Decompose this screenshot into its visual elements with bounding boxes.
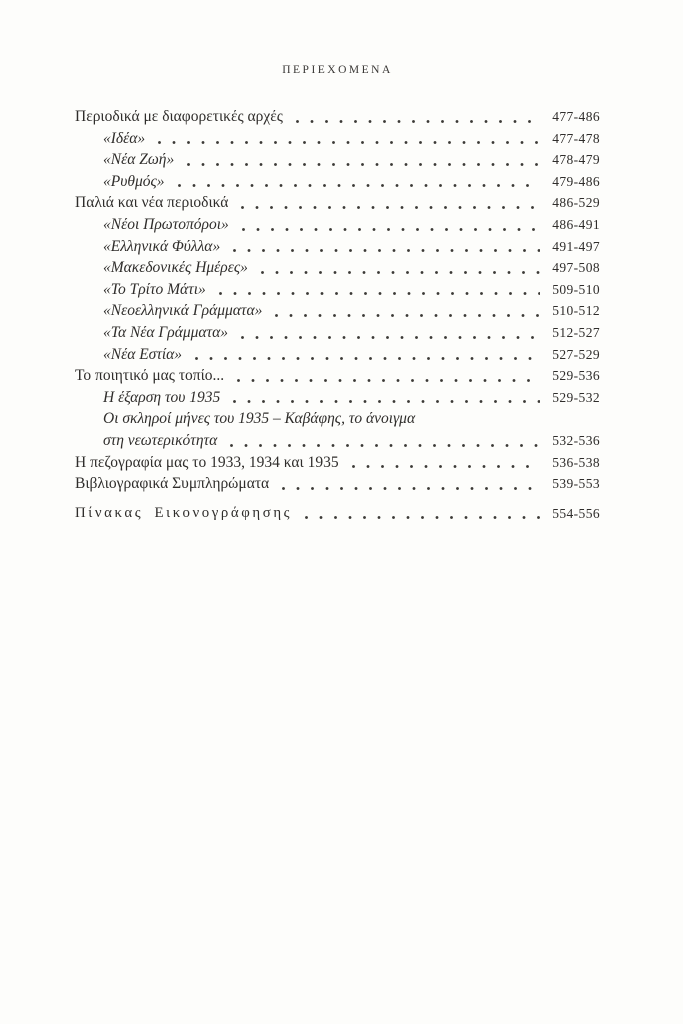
toc-entry-pages: 486-529 [552,195,600,211]
toc-entry-pages: 529-532 [552,389,600,405]
dot-leader [195,357,540,360]
toc-entry-label: «Ιδέα» [103,129,146,147]
toc-entry-pages: 554-556 [552,505,600,521]
toc-row [75,408,600,430]
toc-entry-pages: 536-538 [552,454,600,470]
toc-entry-label: Η πεζογραφία μας το 1933, 1934 και 1935 [75,453,339,471]
dot-leader [219,292,540,295]
toc-row [75,452,600,474]
toc-row [75,128,600,150]
dot-leader [178,184,540,187]
toc-entry-pages: 509-510 [552,281,600,297]
dot-leader [158,141,540,144]
toc-entry-pages: 527-529 [552,346,600,362]
toc-entry-label: «Το Τρίτο Μάτι» [103,280,206,298]
toc-entry-label: «Ελληνικά Φύλλα» [103,237,221,255]
toc-entry-pages: 532-536 [552,432,600,448]
toc-entry-label: Παλιά και νέα περιοδικά [75,194,229,212]
toc-entry-pages: 479-486 [552,173,600,189]
toc-entry-label: «Μακεδονικές Ημέρες» [103,259,248,277]
dot-leader [187,163,540,166]
toc-entry-label: «Νέα Εστία» [103,345,183,363]
toc-entry-pages: 529-536 [552,368,600,384]
toc-entry-label: «Ρυθμός» [103,172,165,190]
toc-entry-label: Η έξαρση του 1935 [103,388,221,406]
dot-leader [305,516,540,519]
dot-leader [242,228,540,231]
toc-row [75,344,600,366]
dot-leader [296,120,540,123]
toc-entry-label: Το ποιητικό μας τοπίο... [75,367,225,385]
toc-entry-label: Πίνακας Εικονογράφησης [75,504,293,521]
toc-row [75,365,600,387]
dot-leader [261,271,540,274]
toc-entry-label: στη νεωτερικότητα [103,431,218,449]
toc-row [75,171,600,193]
toc-entry-label: «Νέοι Πρωτοπόροι» [103,215,229,233]
dot-leader [282,487,540,490]
toc-row [75,473,600,495]
toc-entry-pages: 491-497 [552,238,600,254]
toc-entry-pages: 486-491 [552,216,600,232]
dot-leader [233,249,540,252]
toc-row [75,279,600,301]
dot-leader [241,206,540,209]
toc-entry-pages: 510-512 [552,303,600,319]
toc-row [75,503,600,525]
toc-row [75,430,600,452]
toc-entry-label: «Νεοελληνικά Γράμματα» [103,302,263,320]
toc-row [75,149,600,171]
dot-leader [241,336,540,339]
toc-entry-pages: 512-527 [552,324,600,340]
dot-leader [352,465,540,468]
toc-row [75,214,600,236]
toc-entry-label: Περιοδικά με διαφορετικές αρχές [75,108,283,125]
toc-row [75,257,600,279]
dot-leader [237,379,540,382]
toc-entry-pages: 478-479 [552,152,600,168]
toc-row [75,300,600,322]
toc-row [75,236,600,258]
dot-leader [275,314,540,317]
toc-entry-label: Βιβλιογραφικά Συμπληρώματα [75,475,270,493]
dot-leader [230,444,540,447]
dot-leader [233,400,540,403]
toc-entry-label: «Τα Νέα Γράμματα» [103,323,228,341]
toc-entry-pages: 477-486 [552,109,600,124]
toc-entry-pages: 497-508 [552,260,600,276]
toc-row [75,106,600,128]
toc-row [75,192,600,214]
toc-entry-pages: 539-553 [552,476,600,492]
toc-row [75,387,600,409]
page-title: ΠΕΡΙΕΧΟΜΕΝΑ [282,64,393,76]
toc-list [75,106,600,524]
toc-entry-label: «Νέα Ζωή» [103,151,175,169]
toc-row [75,322,600,344]
toc-entry-pages: 477-478 [552,130,600,146]
toc-entry-label: Οι σκληροί μήνες του 1935 – Καβάφης, το άνοιγμα [103,410,416,428]
